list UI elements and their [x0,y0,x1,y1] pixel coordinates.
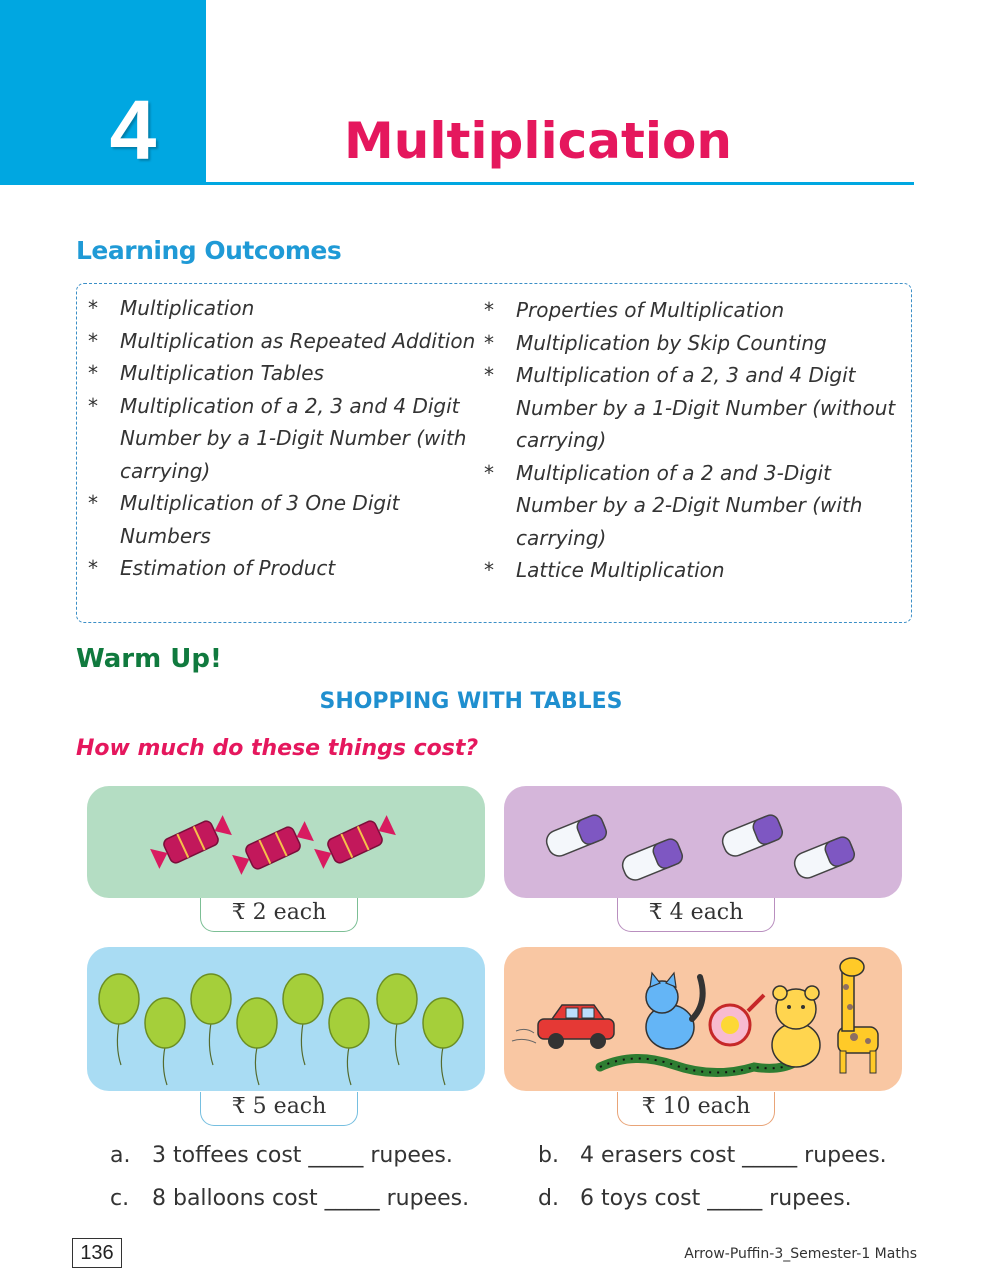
eraser-icon [719,813,784,860]
exercise-a-label: a. [110,1143,131,1168]
activity-question: How much do these things cost? [76,736,479,761]
exercise-c-text: 8 balloons cost _____ rupees. [152,1186,470,1211]
toy-teddy-bear-icon [772,986,820,1067]
outcome-item: * Estimation of Product [88,552,478,585]
balloon-icon [237,998,277,1085]
eraser-price-tag: ₹ 4 each [617,898,775,932]
book-footer: Arrow-Puffin-3_Semester-1 Maths [684,1246,917,1262]
toys-price-tag: ₹ 10 each [617,1092,775,1126]
learning-outcomes-heading: Learning Outcomes [76,236,342,265]
balloon-icon [145,998,185,1085]
outcome-item: * Multiplication [88,292,478,325]
toy-cat-icon [646,973,703,1049]
chapter-title: Multiplication [344,112,732,170]
toy-snake-icon [600,1058,794,1072]
toffees-panel [87,786,485,898]
eraser-icon [791,835,856,882]
outcome-item: * Lattice Multiplication [484,554,908,587]
outcome-item: * Multiplication as Repeated Addition [88,325,478,358]
balloon-illustration [87,947,485,1091]
outcome-item: * Multiplication of a 2, 3 and 4 Digit Number by a 1-Digit Number (with carrying) [88,390,478,488]
balloon-icon [329,998,369,1085]
balloon-icon [283,974,323,1065]
outcome-item: * Multiplication of 3 One Digit Numbers [88,487,478,552]
exercise-b-label: b. [538,1143,559,1168]
eraser-icon [619,837,684,884]
balloon-icon [377,974,417,1065]
toffee-price-tag: ₹ 2 each [200,898,358,932]
toffee-icon [231,819,314,876]
erasers-panel [504,786,902,898]
exercise-d-label: d. [538,1186,559,1211]
toffee-icon [313,813,396,870]
eraser-icon [543,813,608,860]
balloons-panel [87,947,485,1091]
eraser-illustration [504,786,902,898]
toffee-icon [149,813,232,870]
title-underline [206,182,914,185]
page-number: 136 [72,1238,122,1268]
balloon-icon [191,974,231,1065]
outcome-item: * Multiplication by Skip Counting [484,327,908,360]
balloon-icon [99,974,139,1065]
toy-giraffe-icon [838,958,878,1073]
toffee-illustration [87,786,485,898]
toy-rattle-icon [710,995,764,1045]
exercise-a-text: 3 toffees cost _____ rupees. [152,1143,453,1168]
balloon-price-tag: ₹ 5 each [200,1092,358,1126]
balloon-icon [423,998,463,1085]
warm-up-heading: Warm Up! [76,644,222,674]
outcome-item: * Multiplication of a 2 and 3-Digit Number by a 2-Digit Number (with carrying) [484,457,908,555]
toys-illustration [504,947,902,1091]
outcome-item: * Properties of Multiplication [484,294,908,327]
exercise-d-text: 6 toys cost _____ rupees. [580,1186,852,1211]
outcome-item: * Multiplication of a 2, 3 and 4 Digit Number by a 1-Digit Number (without carrying) [484,359,908,457]
learning-outcomes-right-list [484,294,908,587]
exercise-b-text: 4 erasers cost _____ rupees. [580,1143,887,1168]
chapter-number: 4 [109,83,157,177]
toys-panel [504,947,902,1091]
exercise-c-label: c. [110,1186,130,1211]
learning-outcomes-left-list [88,292,478,585]
outcome-item: * Multiplication Tables [88,357,478,390]
toy-car-icon [512,1005,614,1049]
activity-subtitle: SHOPPING WITH TABLES [319,689,623,714]
